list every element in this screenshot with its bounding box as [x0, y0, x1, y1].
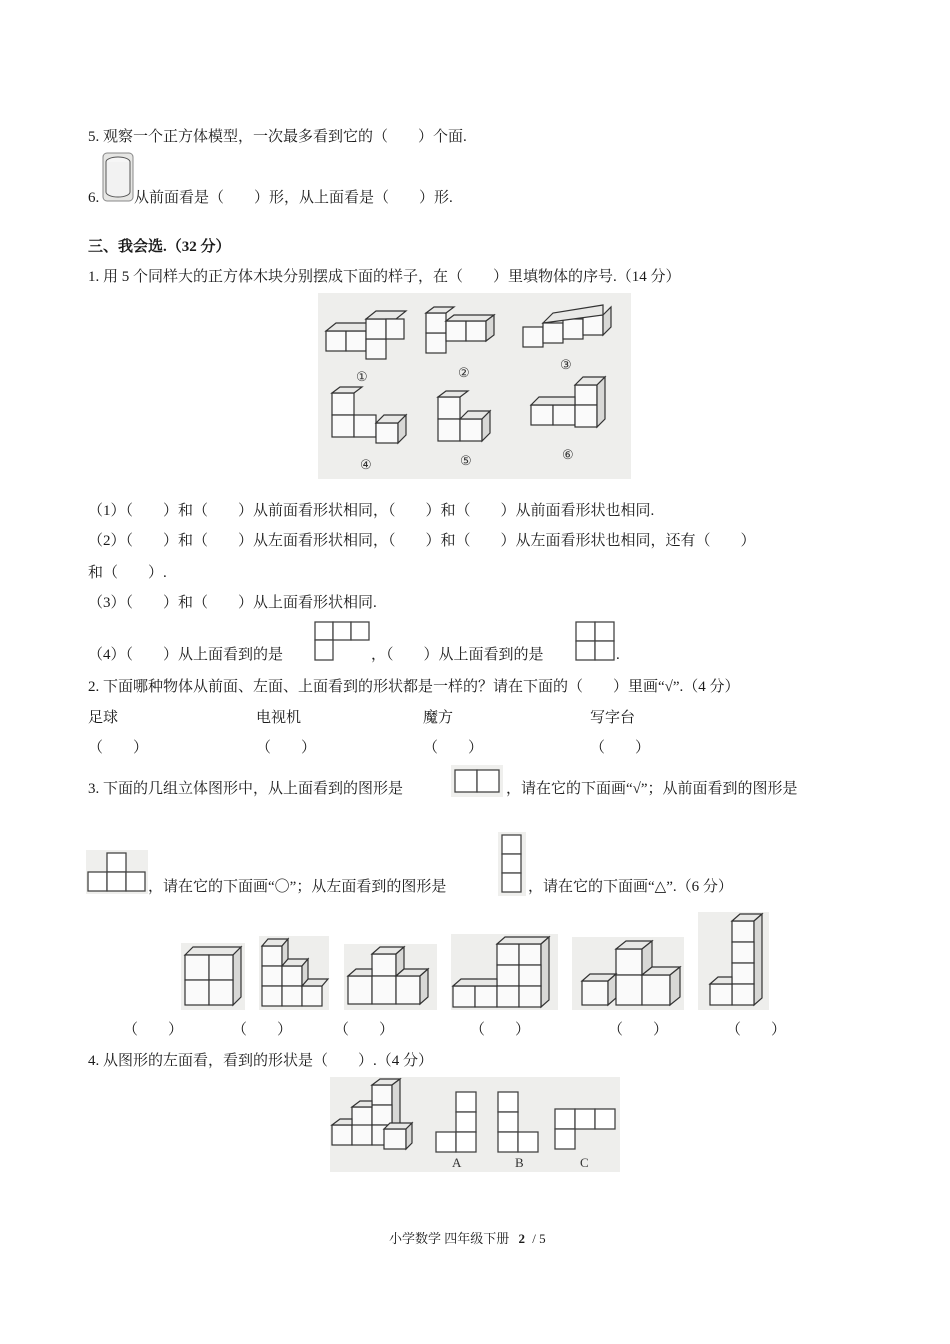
fig1-label-4: ④ [360, 457, 372, 472]
question-6: 从前面看是（ ）形，从上面看是（ ）形. [134, 190, 453, 206]
s3-q1-part-1: （1）（ ）和（ ）从前面看形状相同，（ ）和（ ）从前面看形状也相同. [88, 503, 655, 519]
view-top-shape [451, 765, 503, 797]
s3-question-3d: ，请在它的下面画“△”.（6 分） [528, 879, 733, 895]
answer-paren-rubiks[interactable]: （ ） [423, 740, 484, 756]
arrangement-5 [438, 391, 490, 441]
option-c-view [555, 1109, 615, 1149]
arrangement-4 [332, 387, 406, 443]
solid-answer-4[interactable]: （ ） [470, 1022, 531, 1038]
cylinder-icon [102, 152, 134, 202]
s3-question-2: 2. 下面哪种物体从前面、左面、上面看到的形状都是一样的？请在下面的（ ）里画“√”.（4 分） [88, 679, 740, 695]
question-5: 5. 观察一个正方体模型，一次最多看到它的（ ）个面. [88, 129, 467, 145]
arrangement-2 [426, 307, 494, 353]
answer-paren-desk[interactable]: （ ） [590, 740, 651, 756]
answer-paren-football[interactable]: （ ） [88, 740, 149, 756]
solid-figure-5 [572, 937, 684, 1010]
item-desk: 写字台 [590, 710, 636, 726]
fig1-label-2: ② [458, 365, 470, 380]
s3-q1-part-2b: 和（ ）. [88, 565, 167, 581]
s3-q1-part-4a: （4）（ ）从上面看到的是 [88, 647, 284, 663]
option-b-label: B [515, 1155, 524, 1170]
s3-q1-part-2a: （2）（ ）和（ ）从左面看形状相同，（ ）和（ ）从左面看形状也相同，还有（ ） [88, 533, 756, 549]
arrangement-6 [531, 377, 605, 427]
arrangement-1 [326, 311, 406, 359]
item-rubiks-cube: 魔方 [423, 710, 454, 726]
option-a-view [436, 1092, 476, 1152]
solid-answer-3[interactable]: （ ） [334, 1022, 395, 1038]
option-b-view [498, 1092, 538, 1152]
item-tv: 电视机 [256, 710, 302, 726]
fig1-label-5: ⑤ [460, 453, 472, 468]
view-left-shape [498, 832, 526, 896]
fig1-label-1: ① [356, 369, 368, 384]
footer-page-number: 2 [518, 1231, 526, 1246]
fig1-label-3: ③ [560, 357, 572, 372]
s3-question-3c: ，请在它的下面画“〇”；从左面看到的图形是 [148, 879, 447, 895]
cube-arrangements-figure [318, 293, 631, 479]
q4-solid [332, 1079, 412, 1149]
s3-question-1: 1. 用 5 个同样大的正方体木块分别摆成下面的样子，在（ ）里填物体的序号.（14 分） [88, 269, 681, 285]
item-football: 足球 [88, 710, 119, 726]
s3-q1-part-4c: . [616, 647, 620, 663]
solid-answer-5[interactable]: （ ） [608, 1022, 669, 1038]
solid-answer-6[interactable]: （ ） [726, 1022, 787, 1038]
solid-figure-4 [451, 934, 558, 1010]
s3-q1-part-4b: ，（ ）从上面看到的是 [371, 647, 544, 663]
answer-paren-tv[interactable]: （ ） [256, 740, 317, 756]
option-c-label: C [580, 1155, 589, 1170]
s3-question-3a: 3. 下面的几组立体图形中，从上面看到的图形是 [88, 781, 404, 797]
solid-figure-3 [344, 944, 437, 1010]
solid-figure-1 [181, 943, 245, 1010]
solid-answer-2[interactable]: （ ） [232, 1022, 293, 1038]
s3-question-3b: ，请在它的下面画“√”；从前面看到的图形是 [506, 781, 798, 797]
left-view-figure [330, 1077, 620, 1172]
s3-q1-part-3: （3）（ ）和（ ）从上面看形状相同. [88, 595, 377, 611]
footer-title: 小学数学 四年级下册 [389, 1231, 510, 1246]
top-view-shape-b [575, 621, 617, 663]
option-a-label: A [452, 1155, 462, 1170]
solid-figure-6 [698, 912, 769, 1010]
solid-figure-2 [259, 936, 329, 1010]
page-footer [389, 1232, 546, 1245]
fig1-label-6: ⑥ [562, 447, 574, 462]
s3-question-4: 4. 从图形的左面看，看到的形状是（ ）.（4 分） [88, 1053, 434, 1069]
arrangement-3 [523, 305, 611, 347]
footer-page-total: / 5 [532, 1231, 546, 1246]
question-6-number: 6. [88, 190, 100, 206]
top-view-shape-a [314, 621, 372, 663]
view-front-shape [86, 850, 148, 894]
solid-answer-1[interactable]: （ ） [123, 1022, 184, 1038]
section-3-title: 三、我会选.（32 分） [88, 239, 231, 255]
